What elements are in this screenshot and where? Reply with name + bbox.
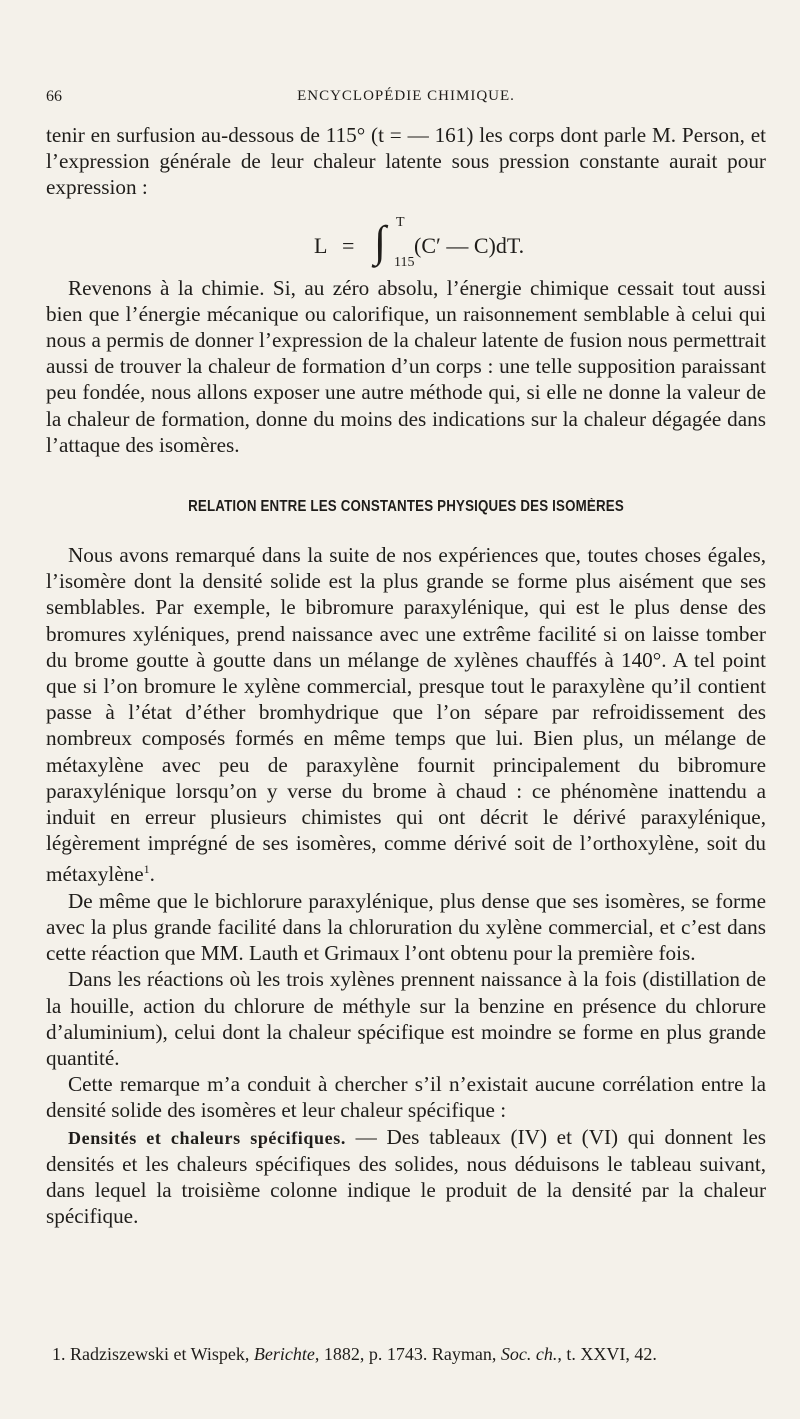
paragraph-4: De même que le bichlorure paraxylénique, plus dense que ses isomères, se forme avec la plus grande facilité dans la chloruration du xylène commercial, et c’est dans cette réaction que MM. Lauth et Grimaux l’ont obtenu pour la première fois. (46, 888, 766, 966)
paragraph-2: Revenons à la chimie. Si, au zéro absolu, l’énergie chimique cessait tout aussi bien que l’énergie mécanique ou calorifique, un raisonnement semblable à celui qui nous a permis de donner l’expression de la chaleur latente de fusion nous permettrait aussi de trouver la chaleur de formation d’un corps : une telle supposition paraissant peu fondée, nous allons exposer une autre méthode qui, si elle ne donne la valeur de la chaleur de formation, donne du moins des indications sur la chaleur dégagée dans l’attaque des isomères. (46, 275, 766, 457)
paragraph-3-end: . (149, 862, 155, 887)
latent-heat-formula (46, 207, 766, 271)
footnote-journal-a: Berichte (253, 1344, 315, 1364)
running-header (46, 80, 766, 114)
paragraph-3 (46, 542, 766, 888)
paragraph-5: Dans les réactions où les trois xylènes prennent naissance à la fois (distillation de la houille, action du chlorure de méthyle sur la benzine en présence du chlorure d’aluminium), celui dont la chaleur spécifique est moindre se forme en plus grande quantité. (46, 967, 766, 1070)
page-number: 66 (46, 88, 62, 105)
formula-lhs: L (314, 232, 328, 258)
paragraph-7-text: — Des tableaux (IV) et (VI) qui donnent les densités et les chaleurs spécifiques des solides, nous déduisons le tableau suivant, dans lequel la troisième colonne indique le produit de la densité par la chaleur spécifique. (46, 1124, 767, 1229)
footnote-text-b: , 1882, p. 1743. Rayman, (314, 1344, 501, 1364)
footnote-journal-b: Soc. ch. (500, 1344, 558, 1364)
footnote (52, 1344, 732, 1365)
paragraph-7 (46, 1124, 766, 1230)
footnote-number: 1. (52, 1344, 66, 1364)
section-title: RELATION ENTRE LES CONSTANTES PHYSIQUES DES ISOMÈRES (188, 498, 624, 516)
footnote-text-c: , t. XXVI, 42. (557, 1344, 657, 1364)
integral-lower-bound: 115 (394, 254, 415, 270)
footnote-ref[interactable]: 1 (143, 862, 150, 877)
paragraph-7-lead: Densités et chaleurs spécifiques. (68, 1127, 346, 1148)
running-title: ENCYCLOPÉDIE CHIMIQUE. (297, 88, 515, 104)
paragraph-1: tenir en surfusion au-dessous de 115° (t = — 161) les corps dont parle M. Person, et l’expression générale de leur chaleur latente sous pression constante aurait pour expression : (46, 123, 766, 200)
page-body (46, 122, 766, 1229)
paragraph-3-text: Nous avons remarqué dans la suite de nos expériences que, toutes choses égales, l’isomère dont la densité solide est la plus grande se forme plus aisément que ses semblables. Par exemple, le bibromure paraxylénique, qui est le plus dense des bromures xyléniques, prend naissance avec une extrême facilité si on laisse tomber du brome goutte à goutte dans un mélange de xylènes chauffés à 140°. A tel point que si l’on bromure le xylène commercial, presque tout le paraxylène qu’il contient passe à l’état d’éther bromhydrique que l’on sépare par refroidissement des nombreux composés formés en même temps que lui. Bien plus, un mélange de métaxylène avec peu de paraxylène fournit principalement du bibromure paraxylénique lorsqu’on y verse du brome à chaud : ce phénomène inattendu a induit en erreur plusieurs chimistes qui ont décrit le dérivé paraxylénique, légèrement imprégné de ses isomères, comme dérivé soit de l’orthoxylène, soit du métaxylène (46, 543, 766, 887)
integral-upper-bound: T (396, 214, 405, 230)
formula-integrand: (C′ — C)dT. (414, 232, 525, 258)
formula-equals: = (342, 232, 355, 258)
integral-sign-icon: ∫ (374, 216, 387, 266)
paragraph-6: Cette remarque m’a conduit à chercher s’il n’existait aucune corrélation entre la densité solide des isomères et leur chaleur spécifique : (46, 1072, 766, 1123)
footnote-text-a: Radziszewski et Wispek, (70, 1344, 254, 1364)
